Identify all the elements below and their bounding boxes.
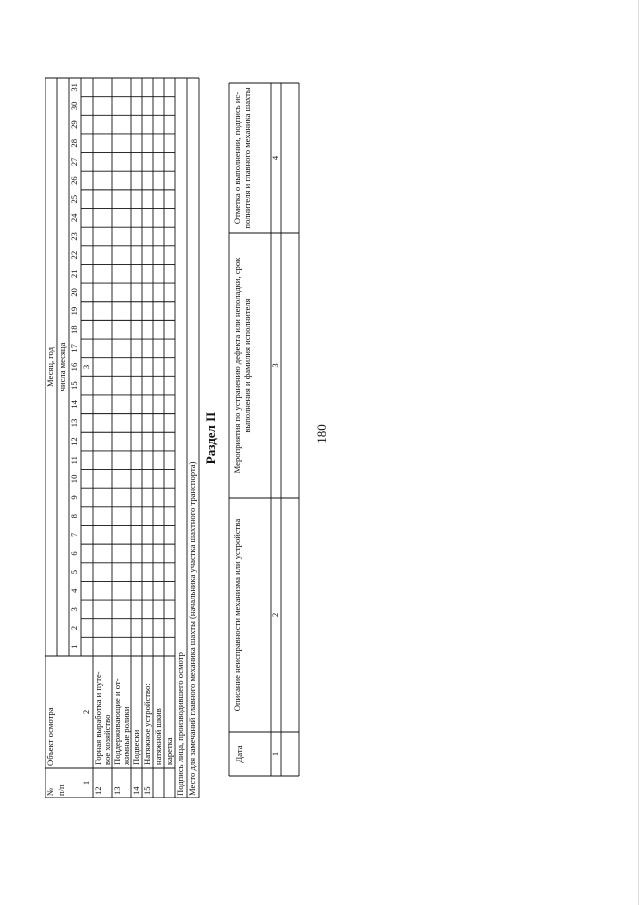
day-number: 2 <box>69 625 79 631</box>
day-number: 18 <box>69 325 79 335</box>
page-number: 180 <box>314 424 329 444</box>
row-object-label: жимные ролики <box>121 706 131 765</box>
day-number: 12 <box>69 437 79 446</box>
object-header: Объект осмотра <box>45 707 55 766</box>
row-object-label: Поддерживающие и от- <box>112 678 122 765</box>
col-number-3: 3 <box>81 364 91 370</box>
day-number: 7 <box>69 532 79 537</box>
day-number: 6 <box>69 551 79 556</box>
day-number: 20 <box>69 288 79 297</box>
row-number: 15 <box>142 786 152 795</box>
row-object-label: натяжной шкив <box>153 708 163 765</box>
num-header: № <box>45 787 55 796</box>
col-number-1: 1 <box>81 780 91 786</box>
day-number: 16 <box>69 362 79 372</box>
row-object-label: Горная выработка и путе- <box>93 671 103 765</box>
row-object-label: вое хозяйство <box>102 714 112 765</box>
day-number: 4 <box>69 588 79 593</box>
t2-col-number-4: 4 <box>270 155 280 161</box>
day-number: 21 <box>69 269 79 279</box>
day-number: 13 <box>69 418 79 428</box>
signature-label: Подпись лица, производившего осмотр <box>175 652 185 796</box>
day-number: 10 <box>69 474 79 484</box>
text-layer <box>45 38 341 798</box>
day-number: 25 <box>69 194 79 204</box>
day-number: 26 <box>69 176 79 185</box>
mark-header: Отметка о выполнении, подпись ис-полнителя и главного механика шахты <box>232 87 252 229</box>
day-number: 3 <box>69 607 79 612</box>
day-number: 8 <box>69 514 79 519</box>
day-number: 28 <box>69 138 79 148</box>
month-year-header: Месяц, год <box>45 347 55 387</box>
day-number: 14 <box>69 400 79 409</box>
day-number: 31 <box>69 83 79 92</box>
description-header: Описание неисправности механизма или устройства <box>232 518 242 712</box>
section-title: Раздел II <box>203 411 218 465</box>
day-number: 19 <box>69 306 79 316</box>
row-number: 14 <box>131 786 141 795</box>
day-number: 1 <box>69 644 79 649</box>
day-number: 23 <box>69 232 79 241</box>
day-number: 30 <box>69 101 79 111</box>
row-object-label: каретка <box>164 737 174 765</box>
day-number: 15 <box>69 381 79 390</box>
row-number: 12 <box>93 786 103 795</box>
remarks-label: Место для замечаний главного механика шахты (начальника участка шахтного транспорта) <box>187 461 197 796</box>
t2-col-number-3: 3 <box>270 363 280 368</box>
date-header: Дата <box>234 745 244 763</box>
day-number: 29 <box>69 120 79 129</box>
num-sub-header: п/п <box>56 784 66 796</box>
t2-col-number-2: 2 <box>270 612 280 618</box>
col-number-2: 2 <box>81 709 91 715</box>
day-number: 27 <box>69 157 79 167</box>
day-number: 22 <box>69 250 79 260</box>
row-object-label: Натяжное устройство: <box>142 683 152 765</box>
measures-header: Мероприятия по устранению дефекта или неполадки, срок выполнения и фамилия исполнителя <box>232 257 252 474</box>
day-number: 9 <box>69 495 79 500</box>
day-number: 17 <box>69 344 79 353</box>
row-object-label: Подвески <box>131 729 141 765</box>
t2-col-number-1: 1 <box>270 751 280 757</box>
day-number: 11 <box>69 456 79 465</box>
row-number: 13 <box>112 786 122 795</box>
rotated-page-content <box>45 38 341 798</box>
scan-edge <box>638 0 639 905</box>
days-of-month-header: числа месяца <box>57 342 67 392</box>
day-number: 24 <box>69 213 79 223</box>
day-number: 5 <box>69 569 79 575</box>
